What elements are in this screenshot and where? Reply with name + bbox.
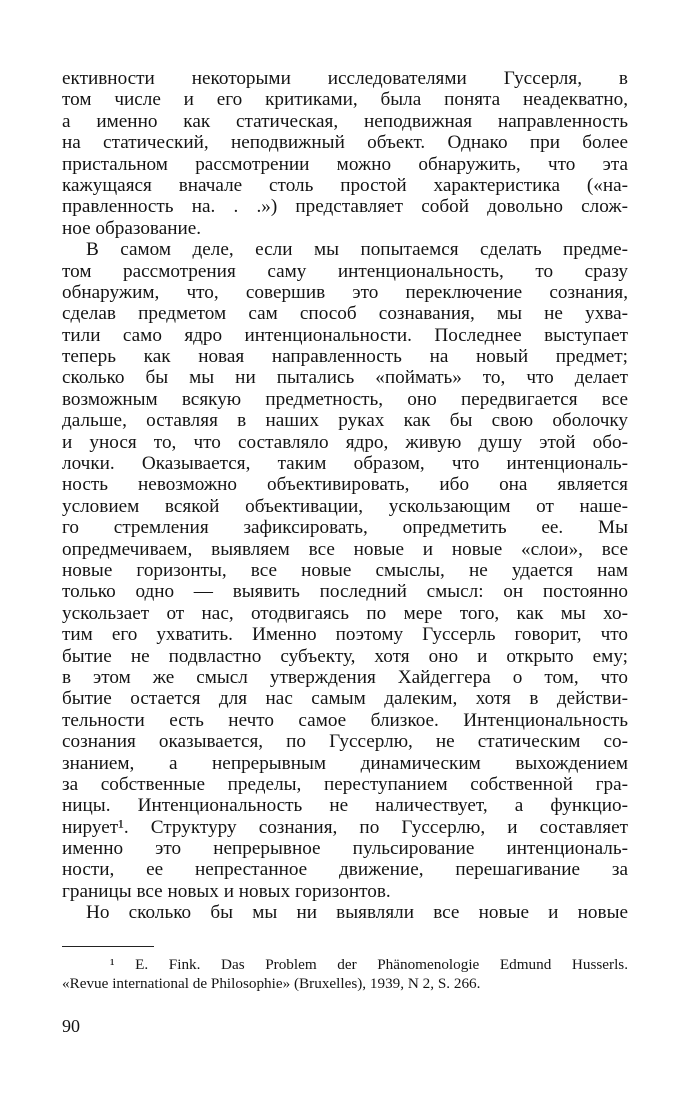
text-line: бытие не подвластно субъекту, хотя оно и открыто ему; <box>62 645 628 667</box>
text-line: на статический, неподвижный объект. Однако при более <box>62 132 628 154</box>
text-line: ность невозможно объективировать, ибо она является <box>62 474 628 496</box>
text-line: в этом же смысл утверждения Хайдеггера о том, что <box>62 666 628 688</box>
text-line: правленность на. . .») представляет собой довольно слож- <box>62 196 628 218</box>
text-line: тили само ядро интенциональности. Последнее выступает <box>62 324 628 346</box>
footnote-line: «Revue international de Philosophie» (Bruxelles), 1939, N 2, S. 266. <box>62 975 481 993</box>
footnote-line: ¹ E. Fink. Das Problem der Phänomenologie Edmund Husserls. <box>110 955 628 973</box>
main-text <box>62 68 628 924</box>
text-line: В самом деле, если мы попытаемся сделать предме- <box>86 239 628 261</box>
text-line: пристальном рассмотрении можно обнаружить, что эта <box>62 153 628 175</box>
footnote <box>62 955 628 994</box>
text-line: лочки. Оказывается, таким образом, что интенциональ- <box>62 453 628 475</box>
text-line: го стремления зафиксировать, опредметить ее. Мы <box>62 517 628 539</box>
footnote-divider <box>62 946 154 947</box>
text-line: ное образование. <box>62 217 202 239</box>
text-line: ускользает от нас, отодвигаясь по мере того, как мы хо- <box>62 602 628 624</box>
text-line: условием всякой объективации, ускользающим от наше- <box>62 495 628 517</box>
text-line: за собственные пределы, переступанием собственной гра- <box>62 773 628 795</box>
text-line: тельности есть нечто самое близкое. Интенциональность <box>62 709 628 731</box>
text-line: ности, ее непрестанное движение, перешагивание за <box>62 859 628 881</box>
text-line: теперь как новая направленность на новый предмет; <box>62 346 628 368</box>
text-line: только одно — выявить последний смысл: он постоянно <box>62 581 628 603</box>
text-line: именно это непрерывное пульсирование интенциональ- <box>62 838 628 860</box>
text-line: кажущаяся вначале столь простой характеристика («на- <box>62 174 628 196</box>
text-line: ективности некоторыми исследователями Гуссерля, в <box>62 68 628 89</box>
page-number: 90 <box>62 1016 80 1036</box>
text-line: том числе и его критиками, была понята неадекватно, <box>62 89 628 111</box>
text-line: тим его ухватить. Именно поэтому Гуссерль говорит, что <box>62 624 628 646</box>
text-line: обнаружим, что, совершив это переключение сознания, <box>62 281 628 303</box>
text-line: сознания оказывается, по Гуссерлю, не статическим со- <box>62 731 628 753</box>
text-line: а именно как статическая, неподвижная направленность <box>62 110 628 132</box>
text-line: опредмечиваем, выявляем все новые и новые «слои», все <box>62 538 628 560</box>
text-line: сколько бы мы ни пытались «поймать» то, что делает <box>62 367 628 389</box>
text-line: нирует¹. Структуру сознания, по Гуссерлю, и составляет <box>62 816 628 838</box>
text-line: Но сколько бы мы ни выявляли все новые и новые <box>86 902 628 924</box>
text-line: знанием, а непрерывным динамическим выхождением <box>62 752 628 774</box>
text-line: новые горизонты, все новые смыслы, не удается нам <box>62 559 628 581</box>
text-line: возможным всякую предметность, оно передвигается все <box>62 388 628 410</box>
text-line: границы все новых и новых горизонтов. <box>62 880 391 902</box>
text-line: сделав предметом сам способ сознавания, мы не ухва- <box>62 303 628 325</box>
text-line: и унося то, что составляло ядро, живую душу этой обо- <box>62 431 628 453</box>
page-body <box>62 68 628 994</box>
text-line: бытие остается для нас самым далеким, хотя в действи- <box>62 688 628 710</box>
text-line: ницы. Интенциональность не наличествует, а функцио- <box>62 795 628 817</box>
text-line: дальше, оставляя в наших руках как бы свою оболочку <box>62 410 628 432</box>
text-line: том рассмотрения саму интенциональность, то сразу <box>62 260 628 282</box>
